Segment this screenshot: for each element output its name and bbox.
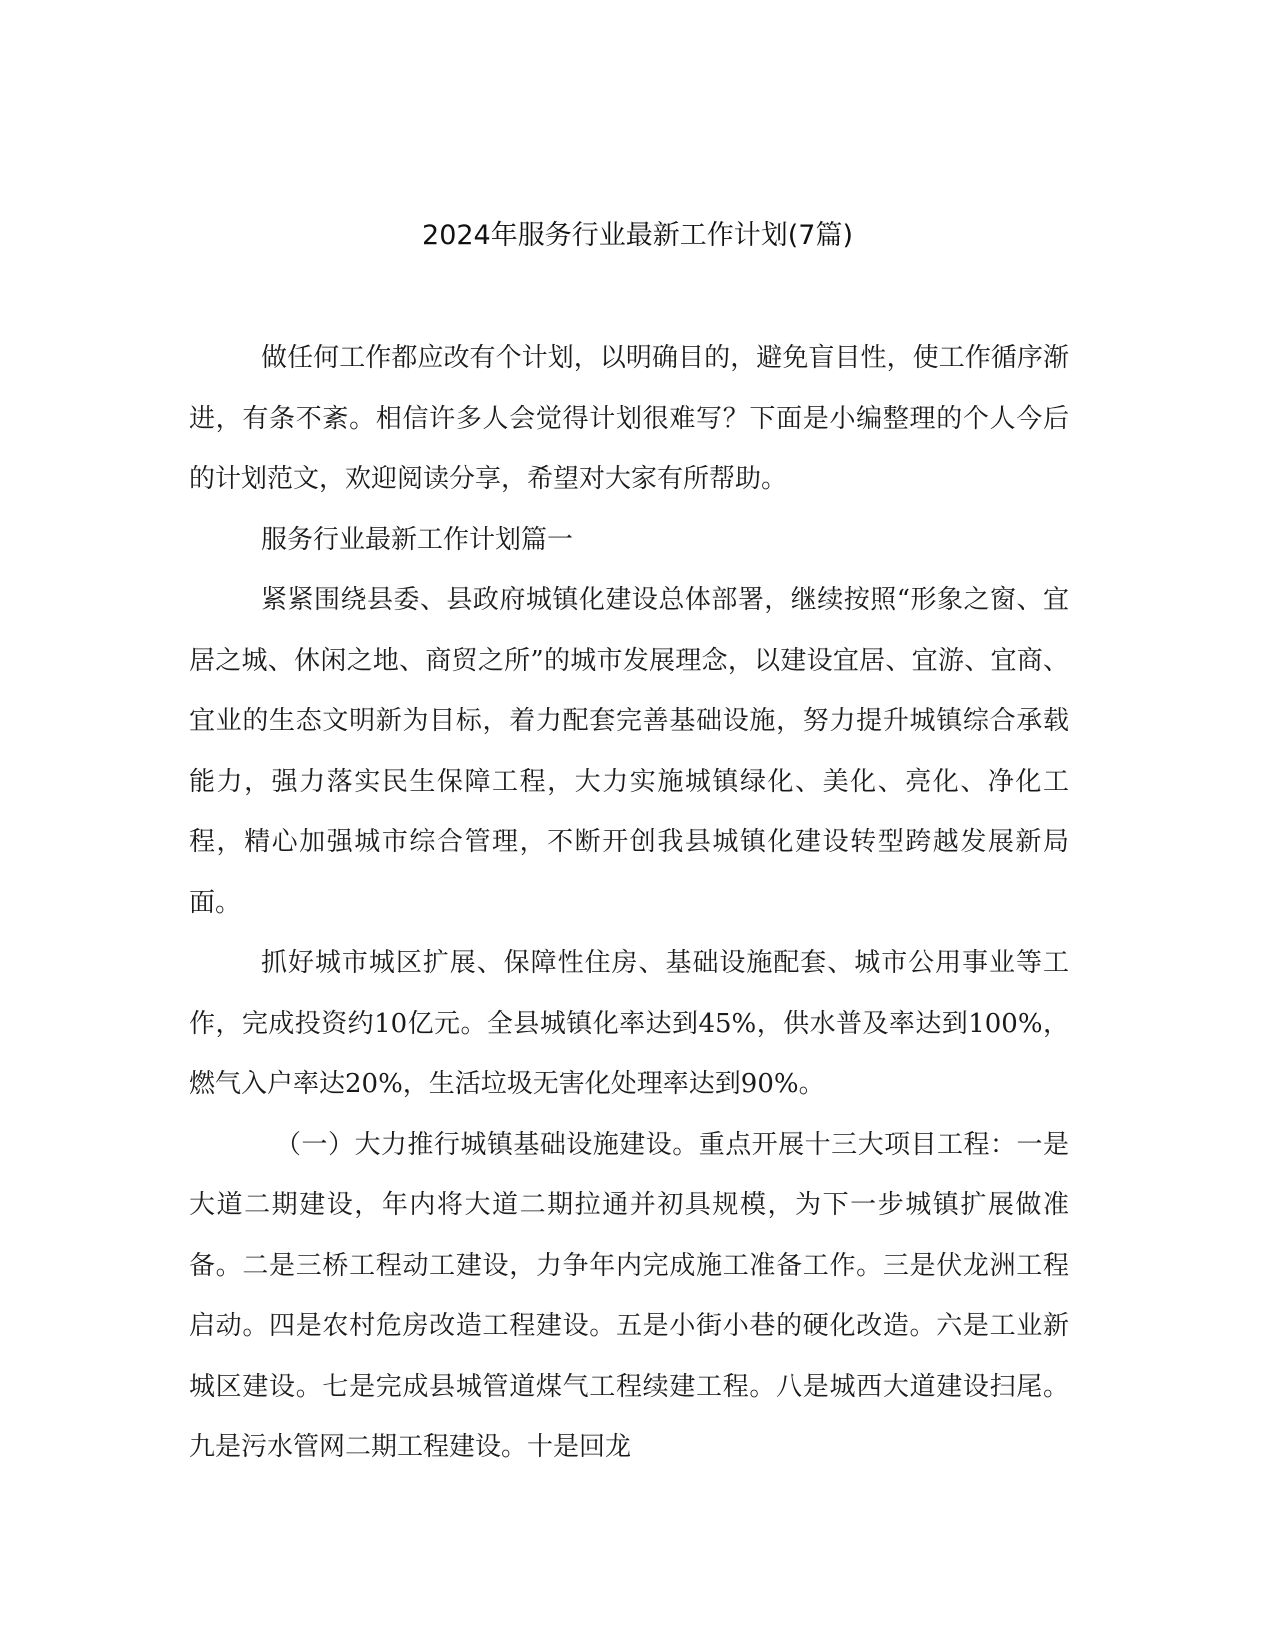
- section-heading: 服务行业最新工作计划篇一: [261, 524, 574, 555]
- document-title: 2024年服务行业最新工作计划(7篇): [422, 220, 853, 251]
- body-paragraph: （一）大力推行城镇基础设施建设。重点开展十三大项目工程：一是大道二期建设，年内将大道二期拉通并初具规模，为下一步城镇扩展做准备。二是三桥工程动工建设，力争年内完成施工准备工作。三是伏龙洲工程启动。四是农村危房改造工程建设。五是小街小巷的硬化改造。六是工业新城区建设。七是完成县城管道煤气工程续建工程。八是城西大道建设扫尾。九是污水管网二期工程建设。十是回龙: [189, 1129, 1069, 1462]
- intro-paragraph: 做任何工作都应改有个计划，以明确目的，避免盲目性，使工作循序渐进，有条不紊。相信许多人会觉得计划很难写？下面是小编整理的个人今后的计划范文，欢迎阅读分享，希望对大家有所帮助。: [189, 343, 1069, 494]
- body-paragraph: 紧紧围绕县委、县政府城镇化建设总体部署，继续按照“形象之窗、宜居之城、休闲之地、商贸之所”的城市发展理念，以建设宜居、宜游、宜商、宜业的生态文明新为目标，着力配套完善基础设施，努力提升城镇综合承载能力，强力落实民生保障工程，大力实施城镇绿化、美化、亮化、净化工程，精心加强城市综合管理，不断开创我县城镇化建设转型跨越发展新局面。: [189, 585, 1069, 918]
- document-body: [189, 328, 1069, 1478]
- body-paragraph: 抓好城市城区扩展、保障性住房、基础设施配套、城市公用事业等工作，完成投资约10亿元。全县城镇化率达到45%，供水普及率达到100%，燃气入户率达20%，生活垃圾无害化处理率达到90%。: [189, 948, 1069, 1099]
